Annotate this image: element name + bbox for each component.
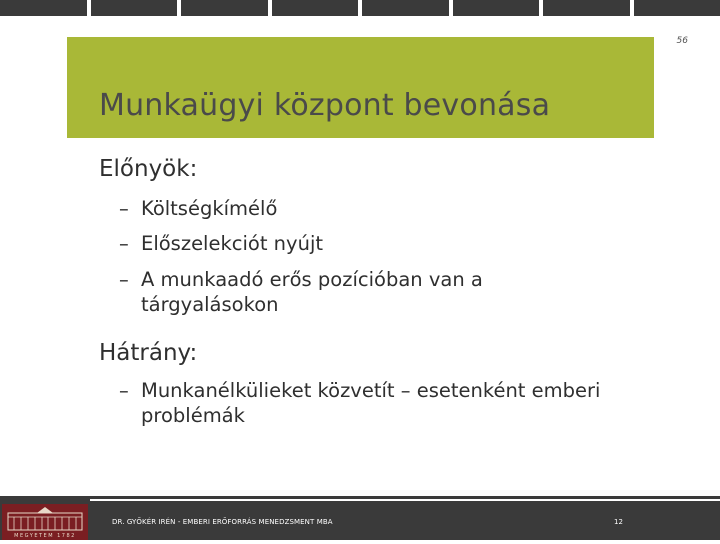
stripe-segment xyxy=(0,0,87,16)
footer-band xyxy=(0,496,720,540)
bullet-item xyxy=(119,231,639,256)
bullet-text: Előszelekciót nyújt xyxy=(141,232,323,255)
top-decorative-stripes xyxy=(0,0,720,16)
bullet-marker: – xyxy=(119,196,141,221)
footer-divider xyxy=(90,499,720,501)
bullet-marker: – xyxy=(119,378,141,403)
footer-page-number: 12 xyxy=(614,518,623,526)
bullet-text: Munkanélkülieket közvetít – esetenként emberi xyxy=(141,379,600,402)
stripe-segment xyxy=(453,0,540,16)
footer-author-course: DR. GYŐKÉR IRÉN - EMBERI ERŐFORRÁS MENEDZSMENT MBA xyxy=(112,518,333,526)
page-number: 56 xyxy=(677,36,688,46)
bullet-text-continuation: problémák xyxy=(119,403,639,428)
section-heading-advantages: Előnyök: xyxy=(99,156,197,182)
bullet-marker: – xyxy=(119,231,141,256)
stripe-segment xyxy=(634,0,720,16)
bullet-text: A munkaadó erős pozícióban van a xyxy=(141,268,483,291)
university-logo xyxy=(2,504,88,540)
bullet-item xyxy=(119,267,639,317)
stripe-segment xyxy=(543,0,630,16)
university-building-icon xyxy=(2,504,88,540)
bullet-text: Költségkímélő xyxy=(141,197,277,220)
stripe-segment xyxy=(91,0,178,16)
bullet-marker: – xyxy=(119,267,141,292)
bullet-item xyxy=(119,196,639,221)
slide-title: Munkaügyi központ bevonása xyxy=(99,88,550,123)
section-heading-disadvantage: Hátrány: xyxy=(99,340,197,366)
bullet-text-continuation: tárgyalásokon xyxy=(119,292,639,317)
stripe-segment xyxy=(181,0,268,16)
logo-caption: MEGYETEM 1782 xyxy=(14,533,76,539)
bullet-item xyxy=(119,378,639,428)
stripe-segment xyxy=(362,0,449,16)
stripe-segment xyxy=(272,0,359,16)
